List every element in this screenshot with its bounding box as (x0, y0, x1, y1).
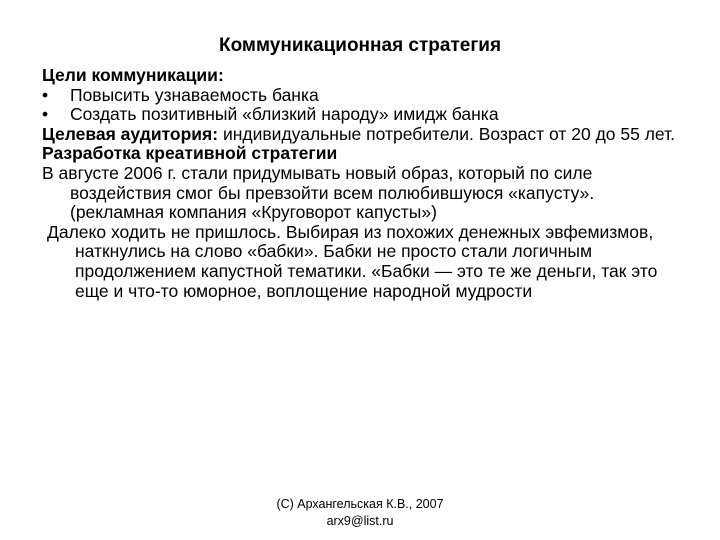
goal-item (42, 86, 692, 106)
creative-heading: Разработка креативной стратегии (42, 143, 338, 164)
audience-text: индивидуальные потребители. Возраст от 20 до 55 лет. (218, 123, 676, 144)
footer-copyright: (C) Архангельская К.В., 2007 (276, 497, 444, 511)
audience-paragraph (42, 125, 692, 145)
bullet-icon: • (42, 84, 49, 105)
paragraph-new-image: В августе 2006 г. стали придумывать новый образ, который по силе воздействия смог бы превзойти всем полюбившуюся «капусту». (рекламная компания «Круговорот капусты») (42, 162, 595, 223)
slide-content (42, 66, 692, 301)
footer-email: arx9@list.ru (326, 514, 394, 528)
footer (0, 496, 720, 530)
slide-title: Коммуникационная стратегия (218, 35, 502, 56)
audience-label: Целевая аудитория: (42, 123, 219, 144)
paragraph-babki: Далеко ходить не пришлось. Выбирая из похожих денежных эвфемизмов, наткнулись на слово «бабки». Бабки не просто стали логичным продолжением капустной тематики. «Бабки — это те же деньги, так это еще и что-то юморное, воплощение народной мудрости (47, 221, 658, 301)
goals-heading: Цели коммуникации: (42, 65, 224, 85)
goal-item (42, 105, 692, 125)
goal-text: Создать позитивный «близкий народу» имидж банка (70, 104, 499, 125)
bullet-icon: • (42, 104, 49, 125)
goal-text: Повысить узнаваемость банка (70, 84, 319, 105)
